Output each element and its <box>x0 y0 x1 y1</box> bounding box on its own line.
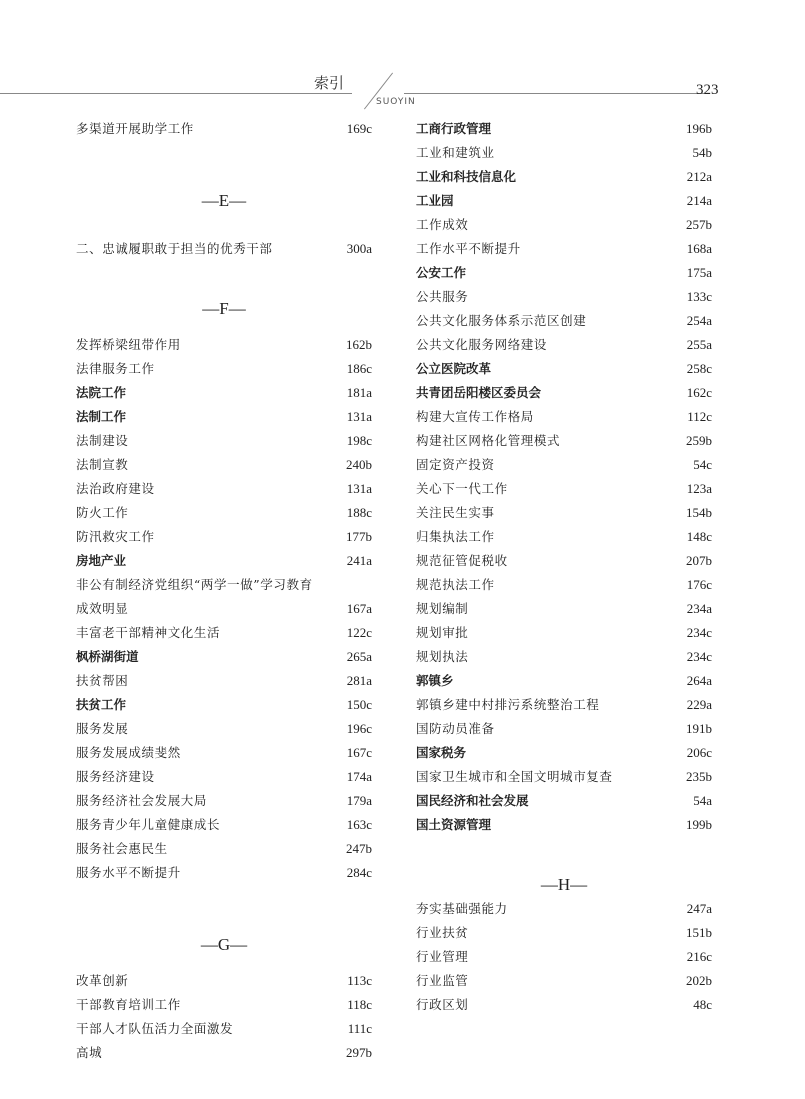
entry-term: 工作成效 <box>416 217 469 232</box>
entry-page-ref: 241a <box>346 553 372 568</box>
index-entry <box>76 357 372 381</box>
entry-term: 公共服务 <box>416 289 469 304</box>
entry-page-ref: 154b <box>686 505 712 520</box>
entry-page-ref: 234c <box>686 625 712 640</box>
entry-page-ref: 112c <box>687 409 712 424</box>
entry-page-ref: 131a <box>346 409 372 424</box>
index-entry <box>416 597 712 621</box>
index-entry <box>416 717 712 741</box>
entry-page-ref: 179a <box>346 793 372 808</box>
entry-term: 防汛救灾工作 <box>76 529 155 544</box>
entry-term: 防火工作 <box>76 505 129 520</box>
index-entry <box>416 621 712 645</box>
entry-page-ref: 234a <box>686 601 712 616</box>
entry-page-ref: 176c <box>686 577 712 592</box>
entry-page-ref: 196c <box>346 721 372 736</box>
entry-page-ref: 162c <box>686 385 712 400</box>
entry-page-ref: 257b <box>686 217 712 232</box>
entry-page-ref: 216c <box>686 949 712 964</box>
index-entry <box>416 453 712 477</box>
entry-term: 法制宣教 <box>76 457 129 472</box>
index-entry <box>76 525 372 549</box>
entry-page-ref: 206c <box>686 745 712 760</box>
entry-term: 改革创新 <box>76 973 129 988</box>
entry-term: 构建社区网格化管理模式 <box>416 433 561 448</box>
index-entry <box>76 549 372 573</box>
index-entry <box>76 405 372 429</box>
index-entry <box>76 741 372 765</box>
index-entry <box>416 789 712 813</box>
spacer <box>76 213 372 237</box>
entry-page-ref: 131a <box>346 481 372 496</box>
entry-term: 公共文化服务体系示范区创建 <box>416 313 587 328</box>
entry-page-ref: 163c <box>346 817 372 832</box>
entry-page-ref: 133c <box>686 289 712 304</box>
entry-term: 成效明显 <box>76 601 129 616</box>
index-entry <box>76 621 372 645</box>
entry-page-ref: 196b <box>686 121 712 136</box>
entry-page-ref: 54a <box>693 793 712 808</box>
index-entry <box>76 1041 372 1065</box>
entry-page-ref: 151b <box>686 925 712 940</box>
entry-term: 夯实基础强能力 <box>416 901 508 916</box>
letter-heading: —G— <box>200 935 248 954</box>
entry-page-ref: 229a <box>686 697 712 712</box>
entry-term: 法律服务工作 <box>76 361 155 376</box>
entry-term: 固定资产投资 <box>416 457 495 472</box>
index-entry <box>416 525 712 549</box>
entry-term: 郭镇乡 <box>416 673 454 688</box>
index-entry <box>416 381 712 405</box>
index-entry <box>76 501 372 525</box>
entry-page-ref: 214a <box>686 193 712 208</box>
entry-term: 枫桥湖街道 <box>76 649 139 664</box>
entry-term: 工业园 <box>416 193 454 208</box>
entry-page-ref: 259b <box>686 433 712 448</box>
entry-page-ref: 186c <box>346 361 372 376</box>
index-entry <box>416 309 712 333</box>
entry-term: 行业扶贫 <box>416 925 469 940</box>
entry-term: 非公有制经济党组织“两学一做”学习教育 <box>76 577 313 592</box>
entry-page-ref: 168a <box>686 241 712 256</box>
entry-page-ref: 284c <box>346 865 372 880</box>
index-entry <box>76 969 372 993</box>
entry-page-ref: 264a <box>686 673 712 688</box>
entry-page-ref: 150c <box>346 697 372 712</box>
entry-term: 二、忠诚履职敢于担当的优秀干部 <box>76 241 273 256</box>
index-entry <box>76 789 372 813</box>
entry-page-ref: 212a <box>686 169 712 184</box>
letter-heading: —F— <box>202 299 246 318</box>
entry-term: 构建大宣传工作格局 <box>416 409 534 424</box>
index-entry <box>416 573 712 597</box>
index-entry <box>76 693 372 717</box>
index-entry <box>416 813 712 837</box>
index-entry <box>416 237 712 261</box>
entry-term: 工商行政管理 <box>416 121 492 136</box>
index-entry <box>76 381 372 405</box>
entry-term: 郭镇乡建中村排污系统整治工程 <box>416 697 600 712</box>
spacer <box>416 837 712 873</box>
index-entry <box>76 333 372 357</box>
entry-term: 公共文化服务网络建设 <box>416 337 548 352</box>
entry-page-ref: 191b <box>686 721 712 736</box>
letter-heading: —H— <box>540 875 588 894</box>
entry-page-ref: 281a <box>346 673 372 688</box>
index-entry <box>416 693 712 717</box>
entry-term: 服务经济建设 <box>76 769 155 784</box>
index-entry <box>76 993 372 1017</box>
entry-page-ref: 207b <box>686 553 712 568</box>
entry-page-ref: 167c <box>346 745 372 760</box>
entry-page-ref: 148c <box>686 529 712 544</box>
entry-page-ref: 48c <box>693 997 712 1012</box>
index-entry <box>416 165 712 189</box>
spacer <box>76 141 372 189</box>
entry-page-ref: 258c <box>686 361 712 376</box>
index-entry <box>76 1017 372 1041</box>
index-entry <box>76 237 372 261</box>
entry-term: 房地产业 <box>76 553 127 568</box>
index-entry <box>416 477 712 501</box>
entry-page-ref: 122c <box>346 625 372 640</box>
entry-page-ref: 202b <box>686 973 712 988</box>
entry-page-ref: 174a <box>346 769 372 784</box>
entry-term: 国防动员准备 <box>416 721 495 736</box>
index-entry <box>76 573 372 597</box>
index-column-right <box>416 117 712 1017</box>
index-entry <box>76 429 372 453</box>
index-entry <box>416 993 712 1017</box>
index-entry <box>416 549 712 573</box>
entry-page-ref: 255a <box>686 337 712 352</box>
entry-term: 归集执法工作 <box>416 529 495 544</box>
index-entry <box>416 669 712 693</box>
index-column-left <box>76 117 372 1065</box>
entry-term: 扶贫工作 <box>76 697 127 712</box>
index-entry <box>416 141 712 165</box>
entry-page-ref: 177b <box>346 529 372 544</box>
entry-page-ref: 54c <box>693 457 712 472</box>
index-entry <box>416 921 712 945</box>
entry-term: 干部教育培训工作 <box>76 997 181 1012</box>
index-entry <box>416 333 712 357</box>
entry-term: 行政区划 <box>416 997 469 1012</box>
entry-term: 法治政府建设 <box>76 481 155 496</box>
entry-page-ref: 118c <box>347 997 372 1012</box>
entry-term: 公安工作 <box>416 265 467 280</box>
index-entry <box>76 645 372 669</box>
entry-term: 规划编制 <box>416 601 469 616</box>
entry-term: 国民经济和社会发展 <box>416 793 529 808</box>
entry-page-ref: 123a <box>686 481 712 496</box>
entry-term: 服务发展成绩斐然 <box>76 745 181 760</box>
index-entry <box>416 501 712 525</box>
index-entry <box>416 969 712 993</box>
index-entry <box>416 285 712 309</box>
entry-term: 干部人才队伍活力全面激发 <box>76 1021 234 1036</box>
entry-term: 公立医院改革 <box>416 361 492 376</box>
header-rule-left <box>0 93 352 94</box>
entry-page-ref: 188c <box>346 505 372 520</box>
index-entry <box>416 945 712 969</box>
entry-term: 高城 <box>76 1045 103 1060</box>
index-entry <box>416 261 712 285</box>
index-entry <box>416 765 712 789</box>
entry-term: 共青团岳阳楼区委员会 <box>416 385 542 400</box>
entry-page-ref: 162b <box>346 337 372 352</box>
index-entry <box>76 597 372 621</box>
index-entry <box>416 189 712 213</box>
entry-page-ref: 181a <box>346 385 372 400</box>
page-number: 323 <box>696 82 719 98</box>
entry-term: 扶贫帮困 <box>76 673 129 688</box>
entry-term: 法院工作 <box>76 385 127 400</box>
entry-term: 服务社会惠民生 <box>76 841 168 856</box>
index-entry <box>76 669 372 693</box>
entry-term: 规范执法工作 <box>416 577 495 592</box>
entry-term: 行业管理 <box>416 949 469 964</box>
index-entry <box>416 357 712 381</box>
entry-term: 多渠道开展助学工作 <box>76 121 194 136</box>
index-entry <box>76 717 372 741</box>
entry-term: 行业监管 <box>416 973 469 988</box>
index-entry <box>416 429 712 453</box>
entry-page-ref: 54b <box>692 145 712 160</box>
header-rule-right <box>404 93 704 94</box>
index-entry <box>76 765 372 789</box>
section-title: 索引 <box>314 74 345 92</box>
entry-page-ref: 297b <box>346 1045 372 1060</box>
entry-term: 发挥桥梁纽带作用 <box>76 337 181 352</box>
entry-term: 服务发展 <box>76 721 129 736</box>
entry-page-ref: 198c <box>346 433 372 448</box>
entry-term: 工业和建筑业 <box>416 145 495 160</box>
index-entry <box>416 117 712 141</box>
entry-page-ref: 247b <box>346 841 372 856</box>
entry-term: 规划执法 <box>416 649 469 664</box>
entry-term: 国家税务 <box>416 745 467 760</box>
index-entry <box>416 741 712 765</box>
entry-page-ref: 113c <box>347 973 372 988</box>
spacer <box>76 261 372 285</box>
entry-term: 关注民生实事 <box>416 505 495 520</box>
entry-page-ref: 234c <box>686 649 712 664</box>
index-entry <box>76 861 372 885</box>
index-entry <box>76 453 372 477</box>
entry-term: 规范征管促税收 <box>416 553 508 568</box>
entry-term: 服务经济社会发展大局 <box>76 793 208 808</box>
entry-page-ref: 199b <box>686 817 712 832</box>
entry-term: 关心下一代工作 <box>416 481 508 496</box>
index-entry <box>76 117 372 141</box>
section-subtitle: SUOYIN <box>376 97 416 107</box>
letter-heading: —E— <box>201 191 247 210</box>
entry-term: 丰富老干部精神文化生活 <box>76 625 221 640</box>
index-entry <box>416 897 712 921</box>
index-entry <box>76 837 372 861</box>
entry-term: 工业和科技信息化 <box>416 169 517 184</box>
index-entry <box>76 813 372 837</box>
index-entry <box>416 213 712 237</box>
entry-page-ref: 300a <box>346 241 372 256</box>
entry-page-ref: 175a <box>686 265 712 280</box>
index-entry <box>76 477 372 501</box>
entry-page-ref: 254a <box>686 313 712 328</box>
entry-term: 工作水平不断提升 <box>416 241 521 256</box>
entry-page-ref: 247a <box>686 901 712 916</box>
entry-term: 服务水平不断提升 <box>76 865 181 880</box>
entry-page-ref: 111c <box>347 1021 372 1036</box>
spacer <box>76 885 372 921</box>
entry-page-ref: 167a <box>346 601 372 616</box>
entry-page-ref: 169c <box>346 121 372 136</box>
entry-term: 服务青少年儿童健康成长 <box>76 817 221 832</box>
entry-term: 规划审批 <box>416 625 469 640</box>
entry-page-ref: 235b <box>686 769 712 784</box>
entry-term: 法制建设 <box>76 433 129 448</box>
entry-term: 法制工作 <box>76 409 127 424</box>
entry-page-ref: 265a <box>346 649 372 664</box>
entry-term: 国家卫生城市和全国文明城市复查 <box>416 769 613 784</box>
index-entry <box>416 645 712 669</box>
entry-page-ref: 240b <box>346 457 372 472</box>
index-entry <box>416 405 712 429</box>
entry-term: 国土资源管理 <box>416 817 492 832</box>
